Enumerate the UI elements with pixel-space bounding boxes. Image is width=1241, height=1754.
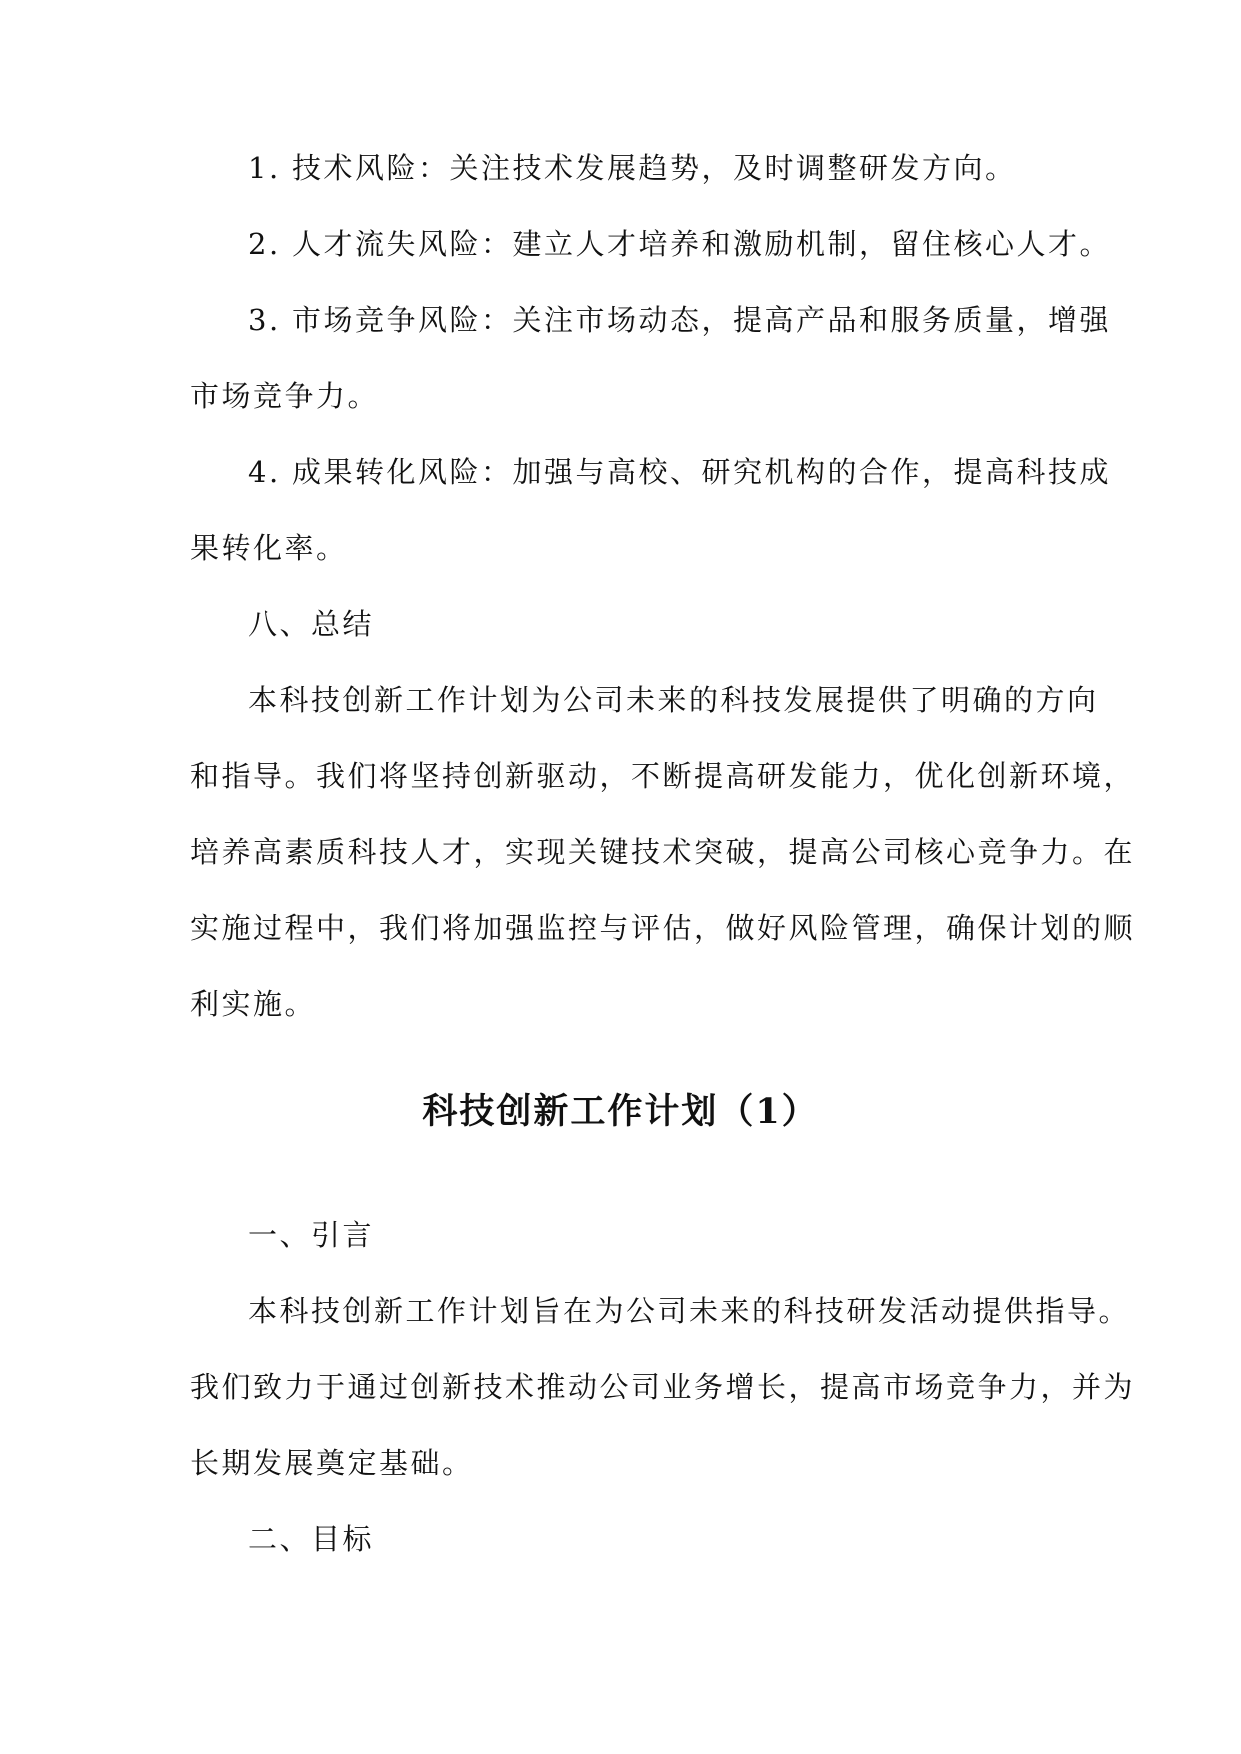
summary-paragraph-line: 实施过程中，我们将加强监控与评估，做好风险管理，确保计划的顺 bbox=[190, 911, 1136, 945]
risk-item-1 bbox=[190, 130, 1060, 206]
risk-item-4 bbox=[190, 434, 1112, 510]
intro-paragraph-line: 本科技创新工作计划旨在为公司未来的科技研发活动提供指导。 bbox=[248, 1294, 1131, 1328]
risk-item-number: 4. bbox=[248, 455, 281, 489]
summary-paragraph-line: 和指导。我们将坚持创新驱动，不断提高研发能力，优化创新环境， bbox=[190, 759, 1136, 793]
intro-section bbox=[190, 1197, 1136, 1577]
risk-item-3-continuation: 市场竞争力。 bbox=[190, 379, 380, 413]
document-title: 科技创新工作计划（1） bbox=[422, 1091, 819, 1132]
risk-item-number: 1. bbox=[248, 151, 281, 185]
intro-paragraph-line: 长期发展奠定基础。 bbox=[190, 1446, 474, 1480]
summary-paragraph-line: 本科技创新工作计划为公司未来的科技发展提供了明确的方向 bbox=[248, 683, 1099, 717]
intro-paragraph-line: 我们致力于通过创新技术推动公司业务增长，提高市场竞争力，并为 bbox=[190, 1370, 1136, 1404]
summary-heading: 八、总结 bbox=[248, 607, 375, 641]
intro-heading: 一、引言 bbox=[248, 1218, 375, 1252]
summary-paragraph-line: 培养高素质科技人才，实现关键技术突破，提高公司核心竞争力。在 bbox=[190, 835, 1136, 869]
risk-item-text: 成果转化风险：加强与高校、研究机构的合作，提高科技成 bbox=[292, 455, 1112, 489]
risk-item-number: 3. bbox=[248, 303, 281, 337]
risk-item-text: 市场竞争风险：关注市场动态，提高产品和服务质量，增强 bbox=[292, 303, 1112, 337]
summary-paragraph-line: 利实施。 bbox=[190, 987, 317, 1021]
risk-item-3 bbox=[190, 282, 1112, 358]
risk-section bbox=[190, 130, 1136, 1042]
risk-item-2 bbox=[190, 206, 1112, 282]
goals-heading: 二、目标 bbox=[248, 1522, 375, 1556]
risk-item-4-continuation: 果转化率。 bbox=[190, 531, 348, 565]
risk-item-number: 2. bbox=[248, 227, 281, 261]
risk-item-text: 人才流失风险：建立人才培养和激励机制，留住核心人才。 bbox=[292, 227, 1112, 261]
risk-item-text: 技术风险：关注技术发展趋势，及时调整研发方向。 bbox=[292, 151, 1017, 185]
